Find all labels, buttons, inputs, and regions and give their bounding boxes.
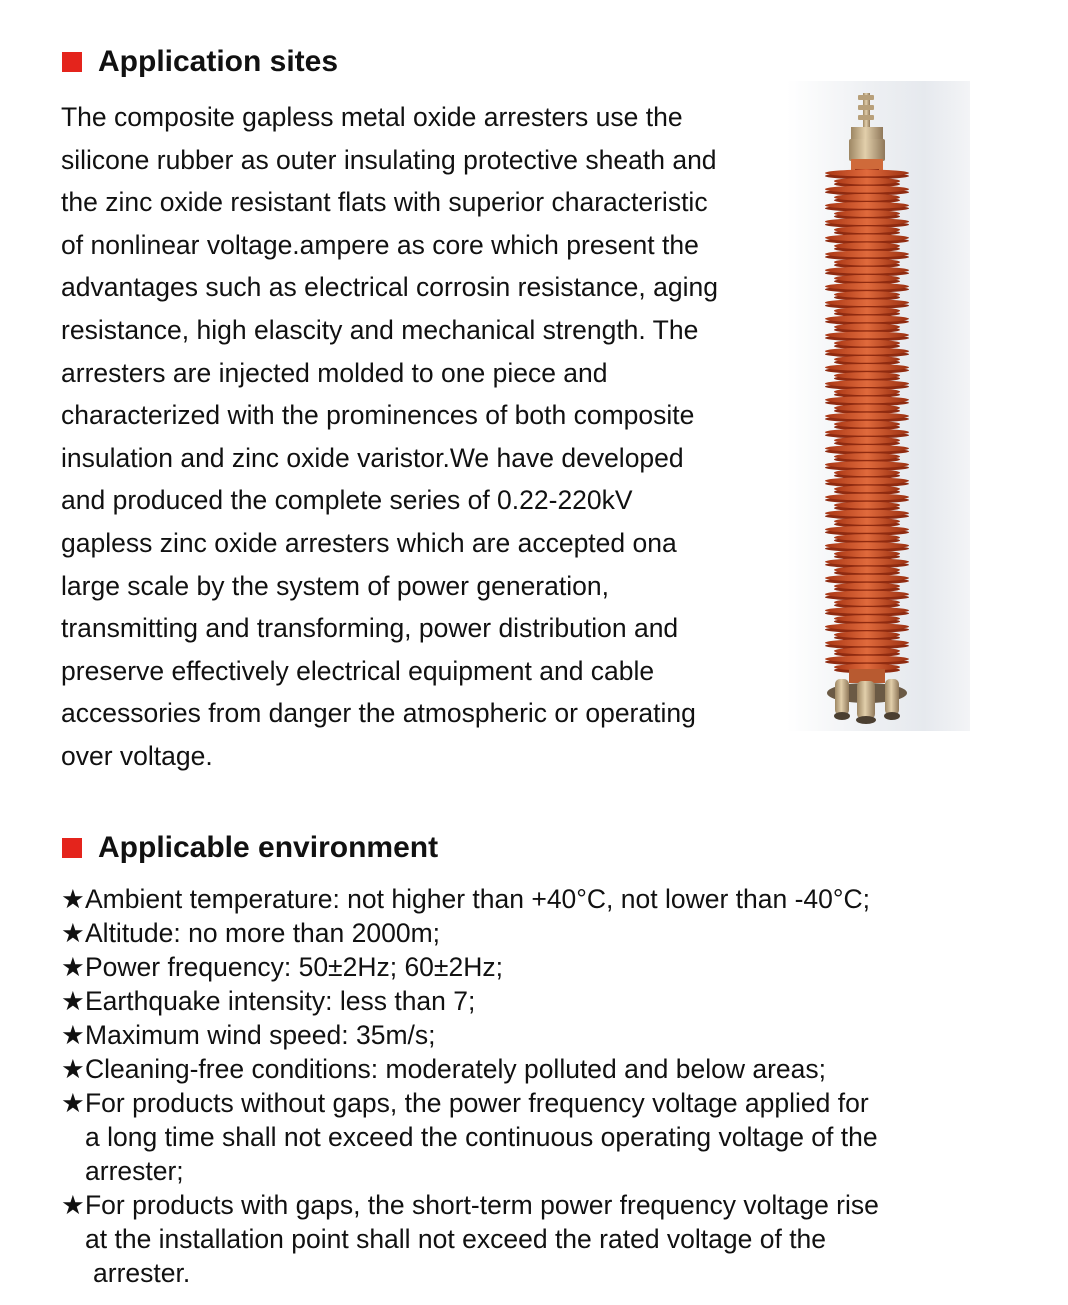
star-icon: ★ xyxy=(61,1020,85,1050)
star-icon: ★ xyxy=(61,918,85,948)
insulator-shed xyxy=(825,299,909,306)
list-item-text: For products with gaps, the short-term power frequency voltage rise xyxy=(85,1190,879,1220)
red-square-bullet-icon xyxy=(62,838,82,858)
insulator-shed xyxy=(834,243,900,250)
insulator-shed xyxy=(834,210,900,217)
list-item-text: arrester. xyxy=(93,1258,191,1288)
paragraph-line: the zinc oxide resistant flats with superior characteristic xyxy=(61,187,708,218)
list-item-text: Power frequency: 50±2Hz; 60±2Hz; xyxy=(85,952,503,982)
insulator-shed xyxy=(825,267,909,274)
insulator-shed xyxy=(825,315,909,322)
insulator-shed xyxy=(825,380,909,387)
insulator-shed xyxy=(834,356,900,363)
bottom-base xyxy=(827,669,907,724)
paragraph-line: accessories from danger the atmospheric or operating xyxy=(61,698,696,729)
insulator-shed xyxy=(825,558,909,565)
insulator-shed xyxy=(834,437,900,444)
paragraph-line: insulation and zinc oxide varistor.We have developed xyxy=(61,442,684,473)
insulator-shed xyxy=(834,324,900,331)
list-item-text: at the installation point shall not exceed the rated voltage of the xyxy=(85,1224,827,1254)
paragraph-line: and produced the complete series of 0.22-220kV xyxy=(61,485,633,516)
insulator-shed xyxy=(834,178,900,185)
insulator-shed xyxy=(825,526,909,533)
insulator-shed xyxy=(834,275,900,282)
insulator-shed xyxy=(834,550,900,557)
paragraph-line: advantages such as electrical corrosin resistance, aging xyxy=(61,272,718,303)
insulator-shed xyxy=(825,186,909,193)
insulator-shed xyxy=(834,518,900,525)
list-item-text: Earthquake intensity: less than 7; xyxy=(85,986,476,1016)
list-item-text: Altitude: no more than 2000m; xyxy=(85,918,441,948)
list-item xyxy=(61,1018,1021,1052)
insulator-shed xyxy=(825,202,909,209)
insulator-shed xyxy=(834,388,900,395)
insulator-shed xyxy=(834,421,900,428)
surge-arrester-photo xyxy=(787,81,970,731)
list-item-text: a long time shall not exceed the continuous operating voltage of the xyxy=(85,1122,878,1152)
section-title-application-sites: Application sites xyxy=(98,45,339,78)
insulator-shed xyxy=(834,340,900,347)
insulator-shed xyxy=(834,599,900,606)
insulator-shed xyxy=(825,413,909,420)
star-icon: ★ xyxy=(61,986,85,1016)
list-item-text: Cleaning-free conditions: moderately polluted and below areas; xyxy=(85,1054,826,1084)
insulator-shed xyxy=(834,291,900,298)
list-item xyxy=(61,916,1021,950)
insulator-shed xyxy=(834,453,900,460)
insulator-shed xyxy=(834,502,900,509)
insulator-shed xyxy=(834,194,900,201)
insulator-shed xyxy=(825,218,909,225)
paragraph-line: over voltage. xyxy=(61,740,213,771)
insulator-shed xyxy=(834,486,900,493)
insulator-shed xyxy=(825,607,909,614)
list-item xyxy=(61,1052,1021,1086)
list-item xyxy=(61,984,1021,1018)
section-heading-applicable-environment xyxy=(62,830,438,866)
insulator-shed xyxy=(825,542,909,549)
insulator-shed xyxy=(825,234,909,241)
star-icon: ★ xyxy=(61,1088,85,1118)
paragraph-line: arresters are injected molded to one piece and xyxy=(61,357,608,388)
list-item-text: Maximum wind speed: 35m/s; xyxy=(85,1020,436,1050)
insulator-shed xyxy=(834,372,900,379)
insulator-shed xyxy=(834,615,900,622)
insulator-shed xyxy=(825,283,909,290)
insulator-shed xyxy=(834,534,900,541)
insulator-shed xyxy=(825,477,909,484)
insulator-shed xyxy=(834,469,900,476)
paragraph-line: of nonlinear voltage.ampere as core which present the xyxy=(61,229,699,260)
insulator-shed xyxy=(825,364,909,371)
insulator-shed xyxy=(834,648,900,655)
insulator-shed xyxy=(825,591,909,598)
insulator-shed xyxy=(825,429,909,436)
insulator-shed xyxy=(825,575,909,582)
list-item xyxy=(61,882,1021,916)
paragraph-line: preserve effectively electrical equipment and cable xyxy=(61,655,655,686)
insulator-shed xyxy=(834,259,900,266)
paragraph-line: gapless zinc oxide arresters which are accepted ona xyxy=(61,527,677,558)
list-item xyxy=(61,950,1021,984)
insulator-sheds xyxy=(825,170,909,674)
top-terminal xyxy=(849,93,885,173)
insulator-shed xyxy=(825,656,909,663)
star-icon: ★ xyxy=(61,1054,85,1084)
insulator-shed xyxy=(825,461,909,468)
insulator-shed xyxy=(825,623,909,630)
list-item-text: Ambient temperature: not higher than +40°C, not lower than -40°C; xyxy=(85,884,870,914)
insulator-shed xyxy=(825,251,909,258)
list-item xyxy=(61,1188,1021,1290)
application-sites-paragraph xyxy=(61,96,776,778)
star-icon: ★ xyxy=(61,952,85,982)
list-item xyxy=(61,1086,1021,1188)
section-heading-application-sites xyxy=(62,44,338,80)
insulator-shed xyxy=(834,226,900,233)
paragraph-line: The composite gapless metal oxide arresters use the xyxy=(61,102,683,132)
insulator-shed xyxy=(825,494,909,501)
insulator-shed xyxy=(825,639,909,646)
insulator-shed xyxy=(834,583,900,590)
insulator-shed xyxy=(825,332,909,339)
paragraph-line: characterized with the prominences of both composite xyxy=(61,400,695,431)
paragraph-line: resistance, high elascity and mechanical strength. The xyxy=(61,314,699,345)
surge-arrester-illustration xyxy=(787,81,970,731)
paragraph-line: large scale by the system of power generation, xyxy=(61,570,609,601)
paragraph-line: silicone rubber as outer insulating protective sheath and xyxy=(61,144,717,175)
insulator-shed xyxy=(825,445,909,452)
insulator-shed xyxy=(825,170,909,177)
insulator-shed xyxy=(834,567,900,574)
environment-conditions-list xyxy=(61,882,1021,1290)
section-title-applicable-environment: Applicable environment xyxy=(98,831,439,864)
list-item-text: arrester; xyxy=(85,1156,184,1186)
insulator-shed xyxy=(825,348,909,355)
insulator-shed xyxy=(834,631,900,638)
insulator-shed xyxy=(825,396,909,403)
red-square-bullet-icon xyxy=(62,52,82,72)
insulator-shed xyxy=(834,405,900,412)
insulator-shed xyxy=(834,307,900,314)
insulator-shed xyxy=(825,510,909,517)
star-icon: ★ xyxy=(61,884,85,914)
star-icon: ★ xyxy=(61,1190,85,1220)
paragraph-line: transmitting and transforming, power distribution and xyxy=(61,613,679,644)
list-item-text: For products without gaps, the power frequency voltage applied for xyxy=(85,1088,869,1118)
